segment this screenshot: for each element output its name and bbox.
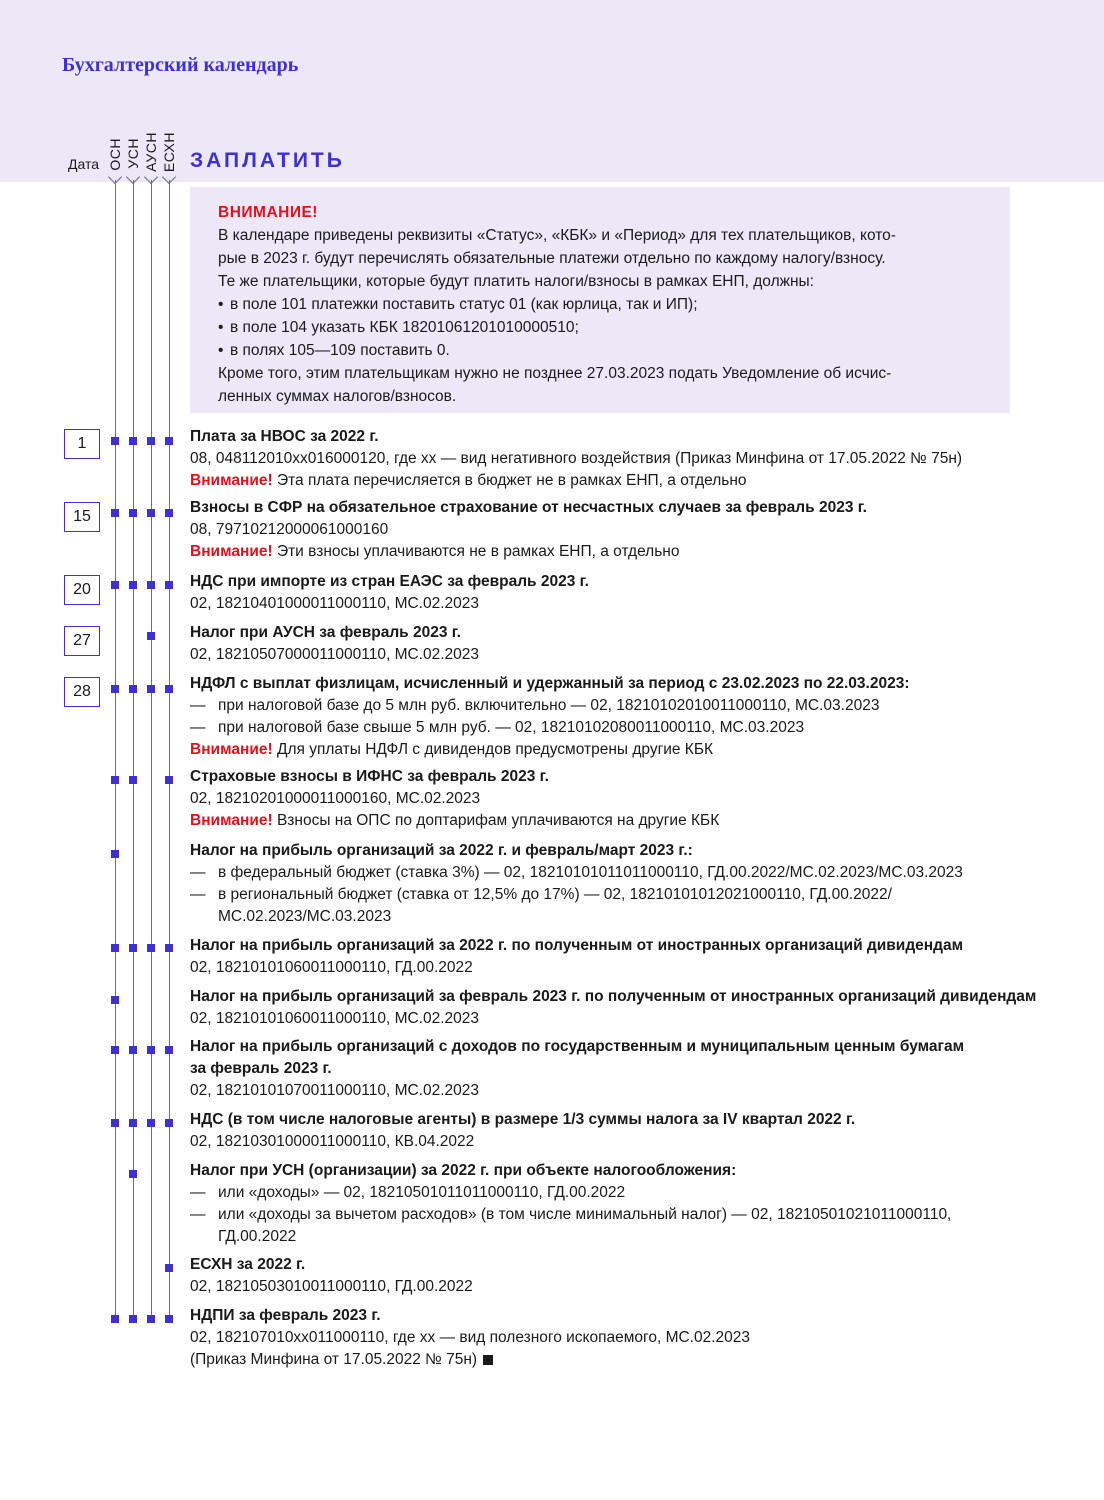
entry-warning: Внимание! Взносы на ОПС по доптарифам уплачиваются на другие КБК [190, 812, 720, 829]
entry-title: Взносы в СФР на обязательное страхование от несчастных случаев за февраль 2023 г. [190, 499, 867, 516]
entry-title: НДС при импорте из стран ЕАЭС за февраль 2023 г. [190, 573, 589, 590]
entry-details: МС.02.2023/МС.03.2023 [218, 908, 392, 925]
regime-marker-icon [129, 509, 137, 517]
regime-marker-icon [165, 685, 173, 693]
calendar-entry [190, 766, 1020, 832]
entry-details: 08, 79710212000061000160 [190, 521, 389, 538]
regime-marker-icon [165, 944, 173, 952]
regime-marker-icon [129, 1315, 137, 1323]
calendar-entry [190, 1109, 1020, 1153]
entry-title: ЕСХН за 2022 г. [190, 1256, 306, 1273]
calendar-entry [190, 426, 1020, 492]
regime-marker-icon [111, 437, 119, 445]
date-box: 1 [64, 429, 100, 459]
entry-warning: Внимание! Эта плата перечисляется в бюджет не в рамках ЕНП, а отдельно [190, 472, 747, 489]
entry-title: НДС (в том числе налоговые агенты) в размере 1/3 суммы налога за IV квартал 2022 г. [190, 1111, 856, 1128]
date-box: 20 [64, 575, 100, 605]
entry-title: Страховые взносы в ИФНС за февраль 2023 г. [190, 768, 549, 785]
entry-title: Налог на прибыль организаций за 2022 г. и февраль/март 2023 г.: [190, 842, 693, 859]
date-column-label: Дата [68, 156, 100, 172]
calendar-entry [190, 571, 1020, 615]
regime-marker-icon [111, 581, 119, 589]
calendar-entry [190, 497, 1020, 563]
date-box: 15 [64, 502, 100, 532]
regime-marker-icon [147, 509, 155, 517]
page-header-title: Бухгалтерский календарь [62, 54, 299, 76]
entry-details: 02, 18210101070011000110, МС.02.2023 [190, 1082, 480, 1099]
column-line-usn [133, 180, 134, 1322]
bullet-icon: • [218, 342, 224, 359]
regime-marker-icon [129, 944, 137, 952]
regime-marker-icon [147, 1315, 155, 1323]
column-line-eshn [169, 180, 170, 1322]
regime-marker-icon [165, 776, 173, 784]
notice-bullet: • в полях 105—109 поставить 0. [218, 339, 938, 362]
entry-details: ГД.00.2022 [218, 1228, 297, 1245]
entry-title: Налог на прибыль организаций за февраль 2023 г. по полученным от иностранных организаций дивидендам [190, 988, 1037, 1005]
regime-marker-icon [165, 509, 173, 517]
regime-eshn-label: ЕСХН [161, 132, 177, 173]
regime-marker-icon [129, 1119, 137, 1127]
regime-marker-icon [147, 944, 155, 952]
entry-dash-line: — при налоговой базе до 5 млн руб. включительно — 02, 18210102010011000110, МС.03.2023 [190, 697, 880, 714]
entry-details: 02, 18210507000011000110, МС.02.2023 [190, 646, 480, 663]
regime-marker-icon [111, 944, 119, 952]
regime-marker-icon [111, 509, 119, 517]
regime-marker-icon [147, 1119, 155, 1127]
regime-marker-icon [111, 1315, 119, 1323]
section-title: ЗАПЛАТИТЬ [190, 149, 345, 172]
regime-marker-icon [111, 1119, 119, 1127]
regime-marker-icon [129, 685, 137, 693]
regime-osn-label: ОСН [107, 138, 123, 171]
regime-marker-icon [147, 685, 155, 693]
entry-details: 02, 18210503010011000110, ГД.00.2022 [190, 1278, 473, 1295]
regime-marker-icon [147, 581, 155, 589]
calendar-entry [190, 622, 1020, 666]
calendar-entry [190, 1036, 1020, 1102]
entry-warning: Внимание! Для уплаты НДФЛ с дивидендов предусмотрены другие КБК [190, 741, 714, 758]
end-mark-icon [483, 1355, 493, 1365]
date-box: 28 [64, 677, 100, 707]
calendar-entry [190, 1305, 1020, 1371]
entry-title: Налог на прибыль организаций за 2022 г. по полученным от иностранных организаций дивидендам [190, 937, 964, 954]
regime-marker-icon [111, 685, 119, 693]
regime-marker-icon [147, 437, 155, 445]
regime-ausn-label: АУСН [143, 132, 159, 172]
entry-title: Налог при УСН (организации) за 2022 г. при объекте налогообложения: [190, 1162, 737, 1179]
entry-title: Плата за НВОС за 2022 г. [190, 428, 379, 445]
entry-title: Налог при АУСН за февраль 2023 г. [190, 624, 461, 641]
entry-title: за февраль 2023 г. [190, 1060, 332, 1077]
notice-bullet: • в поле 104 указать КБК 18201061201010000510; [218, 316, 938, 339]
regime-marker-icon [111, 1046, 119, 1054]
notice-heading: ВНИМАНИЕ! [218, 204, 318, 221]
calendar-entry [190, 1160, 1020, 1248]
regime-marker-icon [129, 437, 137, 445]
notice-line: Кроме того, этим плательщикам нужно не позднее 27.03.2023 подать Уведомление об исчис- [218, 365, 892, 382]
entry-dash-line: — в федеральный бюджет (ставка 3%) — 02, 18210101011011000110, ГД.00.2022/МС.02.2023/МС.03.2023 [190, 864, 963, 881]
notice-bullet: • в поле 101 платежки поставить статус 01 (как юрлица, так и ИП); [218, 293, 938, 316]
date-box: 27 [64, 626, 100, 656]
regime-marker-icon [111, 996, 119, 1004]
column-line-ausn [151, 180, 152, 1322]
entry-details: 02, 18210301000011000110, КВ.04.2022 [190, 1133, 475, 1150]
entry-title: Налог на прибыль организаций с доходов по государственным и муниципальным ценным бумагам [190, 1038, 965, 1055]
entry-dash-line: — при налоговой базе свыше 5 млн руб. — 02, 18210102080011000110, МС.03.2023 [190, 719, 805, 736]
entry-details: (Приказ Минфина от 17.05.2022 № 75н) [190, 1349, 1020, 1371]
regime-usn-label: УСН [125, 138, 141, 169]
entry-dash-line: — в региональный бюджет (ставка от 12,5% до 17%) — 02, 18210101012021000110, ГД.00.2022/ [190, 886, 892, 903]
entry-details: 02, 182107010xx011000110, где хх — вид полезного ископаемого, МС.02.2023 [190, 1329, 751, 1346]
entry-warning: Внимание! Эти взносы уплачиваются не в рамках ЕНП, а отдельно [190, 543, 680, 560]
bullet-icon: • [218, 319, 224, 336]
entry-details: 02, 18210201000011000160, МС.02.2023 [190, 790, 481, 807]
notice-line: Те же плательщики, которые будут платить налоги/взносы в рамках ЕНП, должны: [218, 273, 814, 290]
entry-details: 08, 048112010xx016000120, где хх — вид негативного воздействия (Приказ Минфина от 17.05.2022 № 75н) [190, 450, 963, 467]
entry-dash-line: — или «доходы» — 02, 18210501011011000110, ГД.00.2022 [190, 1184, 626, 1201]
notice-line: рые в 2023 г. будут перечислять обязательные платежи отдельно по каждому налогу/взносу. [218, 250, 886, 267]
entry-dash-line: — или «доходы за вычетом расходов» (в том числе минимальный налог) — 02, 18210501021011000110, [190, 1206, 952, 1223]
entry-title: НДПИ за февраль 2023 г. [190, 1307, 381, 1324]
entry-details: 02, 18210401000011000110, МС.02.2023 [190, 595, 480, 612]
regime-marker-icon [129, 1170, 137, 1178]
regime-marker-icon [165, 1315, 173, 1323]
notice-line: В календаре приведены реквизиты «Статус», «КБК» и «Период» для тех плательщиков, кото- [218, 227, 896, 244]
entry-details: 02, 18210101060011000110, ГД.00.2022 [190, 959, 473, 976]
regime-marker-icon [165, 437, 173, 445]
notice-line: ленных суммах налогов/взносов. [218, 388, 457, 405]
regime-marker-icon [129, 581, 137, 589]
calendar-entry [190, 1254, 1020, 1298]
regime-marker-icon [165, 1046, 173, 1054]
regime-marker-icon [129, 1046, 137, 1054]
column-line-osn [115, 180, 116, 1322]
regime-marker-icon [147, 1046, 155, 1054]
regime-marker-icon [165, 1119, 173, 1127]
calendar-entry [190, 986, 1037, 1030]
calendar-entry [190, 840, 1020, 928]
notice-box [190, 187, 1010, 413]
bullet-icon: • [218, 296, 224, 313]
regime-marker-icon [165, 581, 173, 589]
regime-marker-icon [111, 850, 119, 858]
regime-marker-icon [129, 776, 137, 784]
regime-marker-icon [165, 1264, 173, 1272]
regime-marker-icon [147, 632, 155, 640]
entry-details: 02, 18210101060011000110, МС.02.2023 [190, 1010, 480, 1027]
calendar-entry [190, 935, 1020, 979]
regime-marker-icon [111, 776, 119, 784]
calendar-entry [190, 673, 1020, 761]
entry-title: НДФЛ с выплат физлицам, исчисленный и удержанный за период с 23.02.2023 по 22.03.2023: [190, 675, 910, 692]
